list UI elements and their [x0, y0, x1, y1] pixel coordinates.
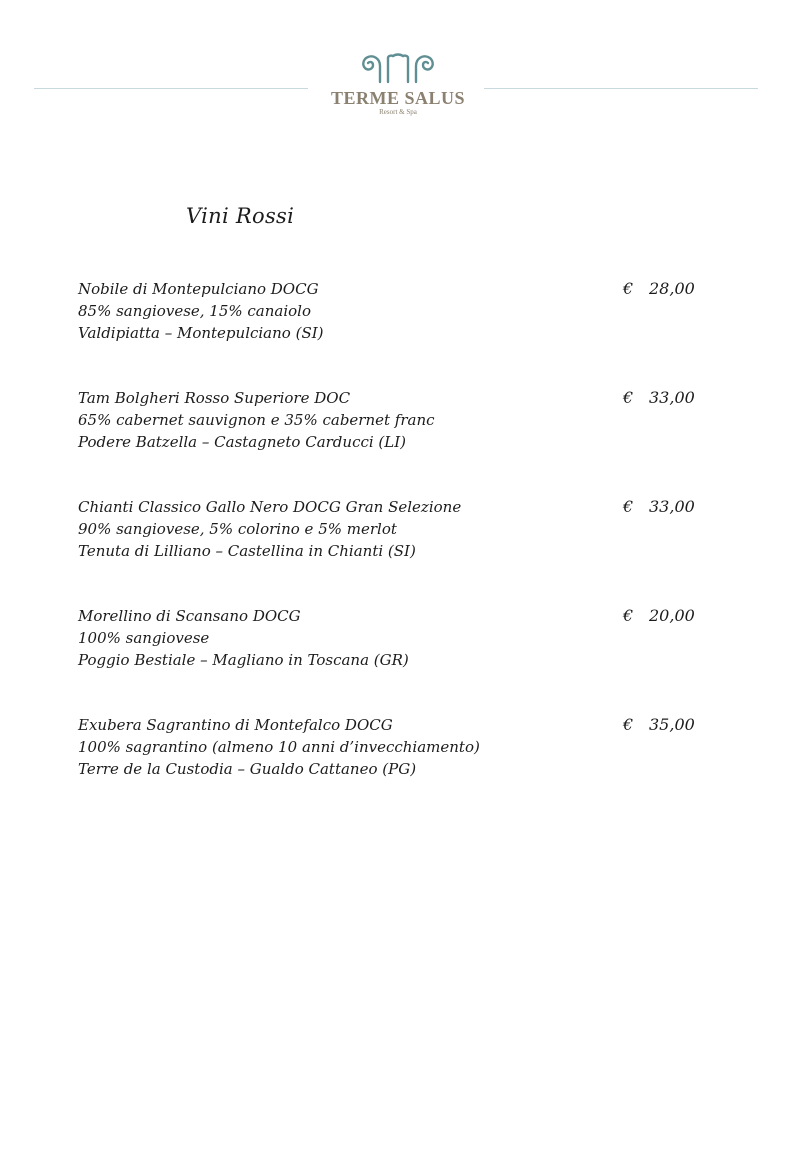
wine-price	[623, 387, 695, 409]
wine-name: Nobile di Montepulciano DOCG	[78, 280, 319, 298]
wine-name: Exubera Sagrantino di Montefalco DOCG	[78, 716, 393, 734]
currency-symbol: €	[623, 606, 634, 625]
wine-item	[78, 496, 708, 566]
wine-producer: Podere Batzella – Castagneto Carducci (LI)	[78, 433, 407, 451]
brand-name: TERME SALUS	[330, 88, 466, 108]
price-value: 20,00	[649, 606, 695, 625]
header-rule-left	[34, 88, 308, 89]
wine-grapes: 90% sangiovese, 5% colorino e 5% merlot	[78, 520, 397, 538]
wine-item	[78, 714, 708, 784]
section-title: Vini Rossi	[186, 204, 295, 228]
currency-symbol: €	[623, 715, 634, 734]
brand-logo	[318, 52, 478, 132]
wine-producer: Terre de la Custodia – Gualdo Cattaneo (PG)	[78, 760, 417, 778]
currency-symbol: €	[623, 497, 634, 516]
wine-name: Morellino di Scansano DOCG	[78, 607, 301, 625]
wine-name: Tam Bolgheri Rosso Superiore DOC	[78, 389, 351, 407]
wine-item	[78, 278, 708, 348]
brand-tagline: Resort & Spa	[379, 108, 417, 116]
wine-grapes: 85% sangiovese, 15% canaiolo	[78, 302, 312, 320]
wine-price	[623, 605, 695, 627]
currency-symbol: €	[623, 279, 634, 298]
wine-producer: Poggio Bestiale – Magliano in Toscana (GR)	[78, 651, 409, 669]
price-value: 33,00	[649, 497, 695, 516]
wine-grapes: 100% sagrantino (almeno 10 anni d’invecchiamento)	[78, 738, 480, 756]
header-rule-right	[484, 88, 758, 89]
wine-item	[78, 387, 708, 457]
wine-producer: Tenuta di Lilliano – Castellina in Chianti (SI)	[78, 542, 416, 560]
wine-name: Chianti Classico Gallo Nero DOCG Gran Selezione	[78, 498, 462, 516]
wine-price	[623, 496, 695, 518]
price-value: 28,00	[649, 279, 695, 298]
wine-price	[623, 714, 695, 736]
price-value: 33,00	[649, 388, 695, 407]
wine-grapes: 100% sangiovese	[78, 629, 210, 647]
wine-grapes: 65% cabernet sauvignon e 35% cabernet franc	[78, 411, 435, 429]
wine-producer: Valdipiatta – Montepulciano (SI)	[78, 324, 324, 342]
wine-price	[623, 278, 695, 300]
spiral-columns-logo-icon	[358, 52, 438, 86]
currency-symbol: €	[623, 388, 634, 407]
price-value: 35,00	[649, 715, 695, 734]
wine-item	[78, 605, 708, 675]
